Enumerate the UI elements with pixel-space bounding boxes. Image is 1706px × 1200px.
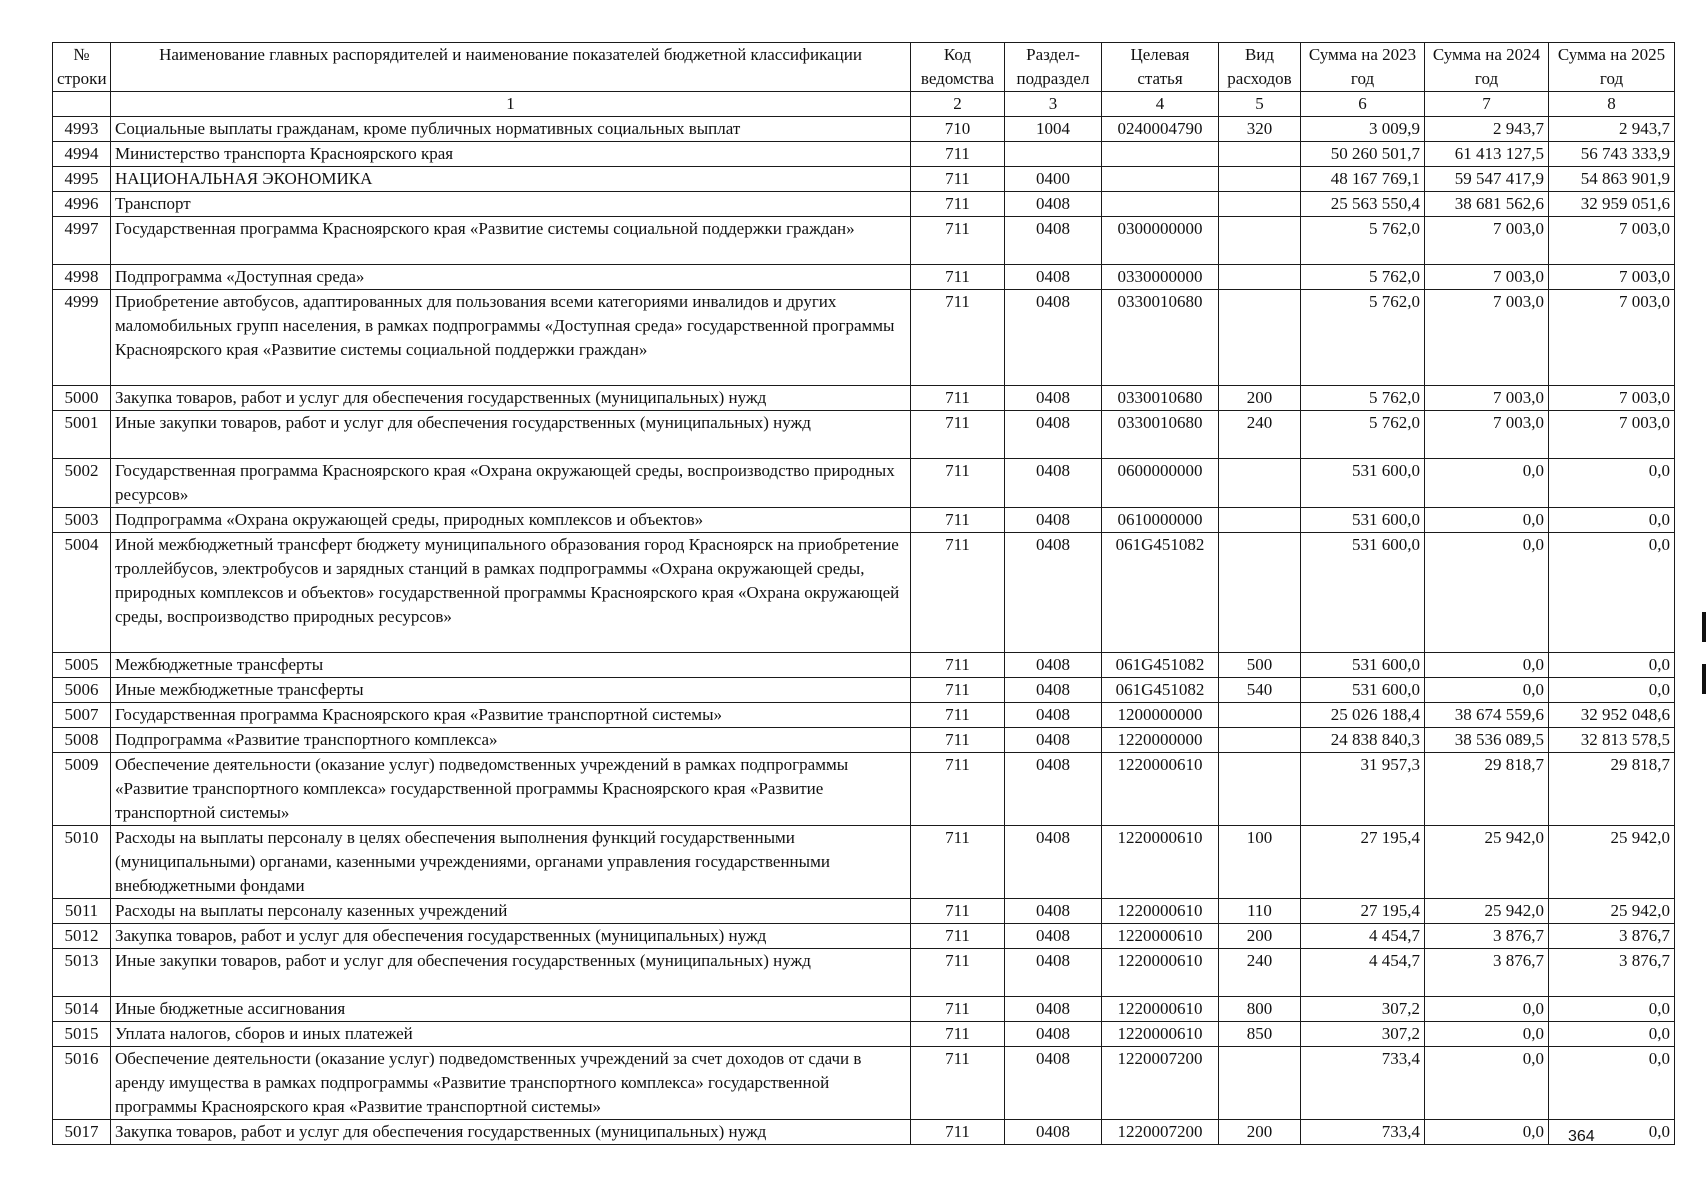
- sum-2024: 7 003,0: [1425, 265, 1549, 290]
- expense-type: 240: [1219, 949, 1301, 997]
- row-number: 5006: [53, 678, 111, 703]
- sum-2025: 7 003,0: [1549, 411, 1675, 459]
- row-number: 5017: [53, 1120, 111, 1145]
- column-number: 2: [911, 92, 1005, 117]
- row-number: 5011: [53, 899, 111, 924]
- target-code: 0300000000: [1102, 217, 1219, 265]
- sum-2025: 0,0: [1549, 459, 1675, 508]
- row-number: 5013: [53, 949, 111, 997]
- expense-type: 100: [1219, 826, 1301, 899]
- sum-2024: 25 942,0: [1425, 899, 1549, 924]
- row-name: Иные межбюджетные трансферты: [111, 678, 911, 703]
- row-name: Закупка товаров, работ и услуг для обеспечения государственных (муниципальных) нужд: [111, 924, 911, 949]
- expense-type: [1219, 192, 1301, 217]
- target-code: 061G451082: [1102, 653, 1219, 678]
- row-number: 5000: [53, 386, 111, 411]
- sum-2023: 27 195,4: [1301, 899, 1425, 924]
- row-number: 5012: [53, 924, 111, 949]
- dept-code: 711: [911, 508, 1005, 533]
- target-code: 1220000610: [1102, 924, 1219, 949]
- row-number: 5010: [53, 826, 111, 899]
- row-number: 5009: [53, 753, 111, 826]
- dept-code: 711: [911, 997, 1005, 1022]
- sum-2025: 56 743 333,9: [1549, 142, 1675, 167]
- column-number: 1: [111, 92, 911, 117]
- table-row: [53, 142, 1675, 167]
- row-name: Расходы на выплаты персоналу казенных учреждений: [111, 899, 911, 924]
- row-number: 5004: [53, 533, 111, 653]
- section-code: 0408: [1005, 1022, 1102, 1047]
- row-name: Межбюджетные трансферты: [111, 653, 911, 678]
- sum-2025: 2 943,7: [1549, 117, 1675, 142]
- dept-code: 711: [911, 265, 1005, 290]
- expense-type: 320: [1219, 117, 1301, 142]
- row-number: 5005: [53, 653, 111, 678]
- row-name: Обеспечение деятельности (оказание услуг) подведомственных учреждений в рамках подпрограммы «Развитие транспортного комплекса» государственной программы Красноярского края «Развитие транспортной системы»: [111, 753, 911, 826]
- target-code: 1220000000: [1102, 728, 1219, 753]
- row-name: Обеспечение деятельности (оказание услуг) подведомственных учреждений за счет доходов от сдачи в аренду имущества в рамках подпрограммы «Развитие транспортного комплекса» государственной программы Красноярского края «Развитие транспортной системы»: [111, 1047, 911, 1120]
- sum-2023: 5 762,0: [1301, 386, 1425, 411]
- scan-edge-mark: [1702, 664, 1706, 694]
- row-name: Расходы на выплаты персоналу в целях обеспечения выполнения функций государственными (муниципальными) органами, казенными учреждениями, органами управления государственными внебюджетными фондами: [111, 826, 911, 899]
- section-code: 0408: [1005, 899, 1102, 924]
- table-row: [53, 290, 1675, 386]
- target-code: [1102, 167, 1219, 192]
- header-dept-code: Код ведомства: [911, 43, 1005, 92]
- dept-code: 711: [911, 217, 1005, 265]
- sum-2024: 38 681 562,6: [1425, 192, 1549, 217]
- table-row: [53, 1022, 1675, 1047]
- table-row: [53, 533, 1675, 653]
- dept-code: 711: [911, 533, 1005, 653]
- dept-code: 711: [911, 459, 1005, 508]
- expense-type: [1219, 1047, 1301, 1120]
- target-code: 061G451082: [1102, 533, 1219, 653]
- sum-2024: 0,0: [1425, 508, 1549, 533]
- table-row: [53, 1047, 1675, 1120]
- sum-2023: 25 563 550,4: [1301, 192, 1425, 217]
- table-body: [53, 117, 1675, 1145]
- row-name: Закупка товаров, работ и услуг для обеспечения государственных (муниципальных) нужд: [111, 386, 911, 411]
- sum-2025: 0,0: [1549, 508, 1675, 533]
- table-row: [53, 997, 1675, 1022]
- table-row: [53, 728, 1675, 753]
- row-name: Приобретение автобусов, адаптированных для пользования всеми категориями инвалидов и других маломобильных групп населения, в рамках подпрограммы «Доступная среда» государственной программы Красноярского края «Развитие системы социальной поддержки граждан»: [111, 290, 911, 386]
- sum-2024: 7 003,0: [1425, 411, 1549, 459]
- section-code: 0400: [1005, 167, 1102, 192]
- sum-2025: 25 942,0: [1549, 899, 1675, 924]
- table-row: [53, 192, 1675, 217]
- target-code: 1220007200: [1102, 1047, 1219, 1120]
- target-code: 0330000000: [1102, 265, 1219, 290]
- sum-2024: 0,0: [1425, 653, 1549, 678]
- section-code: 1004: [1005, 117, 1102, 142]
- sum-2023: 531 600,0: [1301, 459, 1425, 508]
- row-name: Иные закупки товаров, работ и услуг для обеспечения государственных (муниципальных) нужд: [111, 411, 911, 459]
- dept-code: 711: [911, 899, 1005, 924]
- sum-2025: 32 813 578,5: [1549, 728, 1675, 753]
- sum-2023: 5 762,0: [1301, 265, 1425, 290]
- sum-2024: 7 003,0: [1425, 290, 1549, 386]
- sum-2024: 3 876,7: [1425, 949, 1549, 997]
- expense-type: [1219, 167, 1301, 192]
- table-row: [53, 678, 1675, 703]
- table-row: [53, 217, 1675, 265]
- table-row: [53, 167, 1675, 192]
- sum-2023: 50 260 501,7: [1301, 142, 1425, 167]
- sum-2023: 733,4: [1301, 1120, 1425, 1145]
- row-number: 5002: [53, 459, 111, 508]
- dept-code: 711: [911, 290, 1005, 386]
- sum-2024: 0,0: [1425, 997, 1549, 1022]
- target-code: [1102, 192, 1219, 217]
- row-number: 4995: [53, 167, 111, 192]
- expense-type: [1219, 703, 1301, 728]
- sum-2025: 54 863 901,9: [1549, 167, 1675, 192]
- row-name: Государственная программа Красноярского края «Развитие системы социальной поддержки граждан»: [111, 217, 911, 265]
- row-name: Государственная программа Красноярского края «Развитие транспортной системы»: [111, 703, 911, 728]
- section-code: 0408: [1005, 924, 1102, 949]
- table-row: [53, 949, 1675, 997]
- row-number: 4994: [53, 142, 111, 167]
- dept-code: 711: [911, 411, 1005, 459]
- dept-code: 711: [911, 1047, 1005, 1120]
- column-number: 3: [1005, 92, 1102, 117]
- sum-2023: 5 762,0: [1301, 290, 1425, 386]
- sum-2023: 307,2: [1301, 997, 1425, 1022]
- row-number: 4996: [53, 192, 111, 217]
- sum-2024: 0,0: [1425, 1120, 1549, 1145]
- table-row: [53, 1120, 1675, 1145]
- header-sum-2023: Сумма на 2023 год: [1301, 43, 1425, 92]
- row-name: Подпрограмма «Охрана окружающей среды, природных комплексов и объектов»: [111, 508, 911, 533]
- table-row: [53, 826, 1675, 899]
- row-name: Государственная программа Красноярского края «Охрана окружающей среды, воспроизводство природных ресурсов»: [111, 459, 911, 508]
- row-number: 5015: [53, 1022, 111, 1047]
- expense-type: 540: [1219, 678, 1301, 703]
- row-number: 5007: [53, 703, 111, 728]
- section-code: 0408: [1005, 1047, 1102, 1120]
- sum-2025: 32 959 051,6: [1549, 192, 1675, 217]
- dept-code: 711: [911, 924, 1005, 949]
- sum-2024: 7 003,0: [1425, 217, 1549, 265]
- column-number: 6: [1301, 92, 1425, 117]
- dept-code: 711: [911, 1022, 1005, 1047]
- sum-2023: 3 009,9: [1301, 117, 1425, 142]
- column-number: 8: [1549, 92, 1675, 117]
- dept-code: 711: [911, 1120, 1005, 1145]
- sum-2025: 0,0: [1549, 1047, 1675, 1120]
- row-number: 5008: [53, 728, 111, 753]
- table-row: [53, 753, 1675, 826]
- sum-2024: 25 942,0: [1425, 826, 1549, 899]
- section-code: 0408: [1005, 459, 1102, 508]
- table-row: [53, 265, 1675, 290]
- header-name: Наименование главных распорядителей и наименование показателей бюджетной классификации: [111, 43, 911, 92]
- target-code: 1220000610: [1102, 899, 1219, 924]
- target-code: 1220007200: [1102, 1120, 1219, 1145]
- row-number: 5003: [53, 508, 111, 533]
- sum-2023: 24 838 840,3: [1301, 728, 1425, 753]
- sum-2025: 7 003,0: [1549, 265, 1675, 290]
- expense-type: [1219, 533, 1301, 653]
- table-row: [53, 703, 1675, 728]
- column-number-row: [53, 92, 1675, 117]
- target-code: 1220000610: [1102, 753, 1219, 826]
- table-row: [53, 411, 1675, 459]
- section-code: 0408: [1005, 678, 1102, 703]
- row-name: Транспорт: [111, 192, 911, 217]
- section-code: 0408: [1005, 217, 1102, 265]
- section-code: 0408: [1005, 192, 1102, 217]
- table-row: [53, 924, 1675, 949]
- section-code: 0408: [1005, 728, 1102, 753]
- expense-type: 850: [1219, 1022, 1301, 1047]
- section-code: 0408: [1005, 508, 1102, 533]
- target-code: 1220000610: [1102, 826, 1219, 899]
- expense-type: 110: [1219, 899, 1301, 924]
- expense-type: 200: [1219, 1120, 1301, 1145]
- sum-2023: 531 600,0: [1301, 678, 1425, 703]
- row-number: 4997: [53, 217, 111, 265]
- dept-code: 711: [911, 386, 1005, 411]
- target-code: [1102, 142, 1219, 167]
- table-row: [53, 899, 1675, 924]
- target-code: 1220000610: [1102, 997, 1219, 1022]
- dept-code: 711: [911, 142, 1005, 167]
- target-code: 0240004790: [1102, 117, 1219, 142]
- dept-code: 711: [911, 192, 1005, 217]
- header-row: [53, 43, 1675, 92]
- section-code: 0408: [1005, 949, 1102, 997]
- sum-2025: 0,0: [1549, 1022, 1675, 1047]
- section-code: 0408: [1005, 411, 1102, 459]
- dept-code: 711: [911, 826, 1005, 899]
- sum-2025: 3 876,7: [1549, 949, 1675, 997]
- row-name: Иной межбюджетный трансферт бюджету муниципального образования город Красноярск на приобретение троллейбусов, электробусов и зарядных станций в рамках подпрограммы «Охрана окружающей среды, природных комплексов и объектов» государственной программы Красноярского края «Охрана окружающей среды, воспроизводство природных ресурсов»: [111, 533, 911, 653]
- row-name: Подпрограмма «Доступная среда»: [111, 265, 911, 290]
- section-code: 0408: [1005, 653, 1102, 678]
- section-code: [1005, 142, 1102, 167]
- sum-2023: 531 600,0: [1301, 533, 1425, 653]
- section-code: 0408: [1005, 386, 1102, 411]
- row-name: Иные бюджетные ассигнования: [111, 997, 911, 1022]
- sum-2025: 0,0: [1549, 678, 1675, 703]
- page-number: 364: [1568, 1128, 1595, 1145]
- expense-type: [1219, 728, 1301, 753]
- row-name: Социальные выплаты гражданам, кроме публичных нормативных социальных выплат: [111, 117, 911, 142]
- table-row: [53, 386, 1675, 411]
- target-code: 0330010680: [1102, 411, 1219, 459]
- expense-type: 240: [1219, 411, 1301, 459]
- section-code: 0408: [1005, 265, 1102, 290]
- header-target: Целевая статья: [1102, 43, 1219, 92]
- dept-code: 711: [911, 753, 1005, 826]
- target-code: 0330010680: [1102, 386, 1219, 411]
- sum-2025: 7 003,0: [1549, 217, 1675, 265]
- table-row: [53, 117, 1675, 142]
- row-name: Закупка товаров, работ и услуг для обеспечения государственных (муниципальных) нужд: [111, 1120, 911, 1145]
- sum-2024: 38 674 559,6: [1425, 703, 1549, 728]
- expense-type: [1219, 753, 1301, 826]
- sum-2025: 0,0: [1549, 533, 1675, 653]
- dept-code: 711: [911, 678, 1005, 703]
- header-exp-type: Вид расходов: [1219, 43, 1301, 92]
- row-name: Подпрограмма «Развитие транспортного комплекса»: [111, 728, 911, 753]
- expense-type: 500: [1219, 653, 1301, 678]
- sum-2025: 7 003,0: [1549, 386, 1675, 411]
- header-section: Раздел-подраздел: [1005, 43, 1102, 92]
- sum-2025: 7 003,0: [1549, 290, 1675, 386]
- sum-2024: 0,0: [1425, 459, 1549, 508]
- row-name: Министерство транспорта Красноярского края: [111, 142, 911, 167]
- sum-2023: 531 600,0: [1301, 508, 1425, 533]
- sum-2024: 2 943,7: [1425, 117, 1549, 142]
- column-number: 4: [1102, 92, 1219, 117]
- sum-2024: 7 003,0: [1425, 386, 1549, 411]
- sum-2023: 31 957,3: [1301, 753, 1425, 826]
- sum-2025: 25 942,0: [1549, 826, 1675, 899]
- sum-2023: 531 600,0: [1301, 653, 1425, 678]
- row-number: 4998: [53, 265, 111, 290]
- column-number: 5: [1219, 92, 1301, 117]
- dept-code: 711: [911, 728, 1005, 753]
- sum-2024: 29 818,7: [1425, 753, 1549, 826]
- sum-2024: 61 413 127,5: [1425, 142, 1549, 167]
- section-code: 0408: [1005, 753, 1102, 826]
- sum-2025: 0,0: [1549, 997, 1675, 1022]
- sum-2024: 0,0: [1425, 1022, 1549, 1047]
- sum-2025: 32 952 048,6: [1549, 703, 1675, 728]
- target-code: 1220000610: [1102, 949, 1219, 997]
- sum-2024: 59 547 417,9: [1425, 167, 1549, 192]
- expense-type: [1219, 265, 1301, 290]
- dept-code: 711: [911, 703, 1005, 728]
- expense-type: [1219, 142, 1301, 167]
- sum-2023: 27 195,4: [1301, 826, 1425, 899]
- dept-code: 711: [911, 949, 1005, 997]
- sum-2023: 5 762,0: [1301, 411, 1425, 459]
- target-code: 0330010680: [1102, 290, 1219, 386]
- target-code: 0600000000: [1102, 459, 1219, 508]
- sum-2023: 4 454,7: [1301, 924, 1425, 949]
- row-number: 5001: [53, 411, 111, 459]
- row-name: НАЦИОНАЛЬНАЯ ЭКОНОМИКА: [111, 167, 911, 192]
- table-row: [53, 508, 1675, 533]
- row-number: 5016: [53, 1047, 111, 1120]
- expense-type: 200: [1219, 386, 1301, 411]
- sum-2025: 0,0: [1549, 653, 1675, 678]
- target-code: 1220000610: [1102, 1022, 1219, 1047]
- section-code: 0408: [1005, 533, 1102, 653]
- row-number: 5014: [53, 997, 111, 1022]
- sum-2023: 307,2: [1301, 1022, 1425, 1047]
- column-number: [53, 92, 111, 117]
- expense-type: [1219, 290, 1301, 386]
- row-number: 4999: [53, 290, 111, 386]
- sum-2023: 25 026 188,4: [1301, 703, 1425, 728]
- row-number: 4993: [53, 117, 111, 142]
- sum-2024: 0,0: [1425, 533, 1549, 653]
- expense-type: [1219, 508, 1301, 533]
- sum-2025: 29 818,7: [1549, 753, 1675, 826]
- dept-code: 711: [911, 653, 1005, 678]
- target-code: 0610000000: [1102, 508, 1219, 533]
- header-sum-2024: Сумма на 2024 год: [1425, 43, 1549, 92]
- row-name: Уплата налогов, сборов и иных платежей: [111, 1022, 911, 1047]
- table-row: [53, 459, 1675, 508]
- sum-2024: 0,0: [1425, 678, 1549, 703]
- section-code: 0408: [1005, 826, 1102, 899]
- column-number: 7: [1425, 92, 1549, 117]
- section-code: 0408: [1005, 1120, 1102, 1145]
- sum-2025: 3 876,7: [1549, 924, 1675, 949]
- header-row-no: № строки: [53, 43, 111, 92]
- sum-2024: 38 536 089,5: [1425, 728, 1549, 753]
- row-name: Иные закупки товаров, работ и услуг для обеспечения государственных (муниципальных) нужд: [111, 949, 911, 997]
- expense-type: [1219, 217, 1301, 265]
- sum-2025: 0,0: [1549, 1120, 1675, 1145]
- table-row: [53, 653, 1675, 678]
- expense-type: 800: [1219, 997, 1301, 1022]
- sum-2024: 3 876,7: [1425, 924, 1549, 949]
- target-code: 061G451082: [1102, 678, 1219, 703]
- section-code: 0408: [1005, 703, 1102, 728]
- budget-table: [52, 42, 1675, 1145]
- dept-code: 710: [911, 117, 1005, 142]
- section-code: 0408: [1005, 290, 1102, 386]
- sum-2023: 5 762,0: [1301, 217, 1425, 265]
- dept-code: 711: [911, 167, 1005, 192]
- target-code: 1200000000: [1102, 703, 1219, 728]
- sum-2023: 733,4: [1301, 1047, 1425, 1120]
- sum-2023: 48 167 769,1: [1301, 167, 1425, 192]
- header-sum-2025: Сумма на 2025 год: [1549, 43, 1675, 92]
- section-code: 0408: [1005, 997, 1102, 1022]
- sum-2024: 0,0: [1425, 1047, 1549, 1120]
- expense-type: 200: [1219, 924, 1301, 949]
- sum-2023: 4 454,7: [1301, 949, 1425, 997]
- scan-edge-mark: [1702, 612, 1706, 642]
- expense-type: [1219, 459, 1301, 508]
